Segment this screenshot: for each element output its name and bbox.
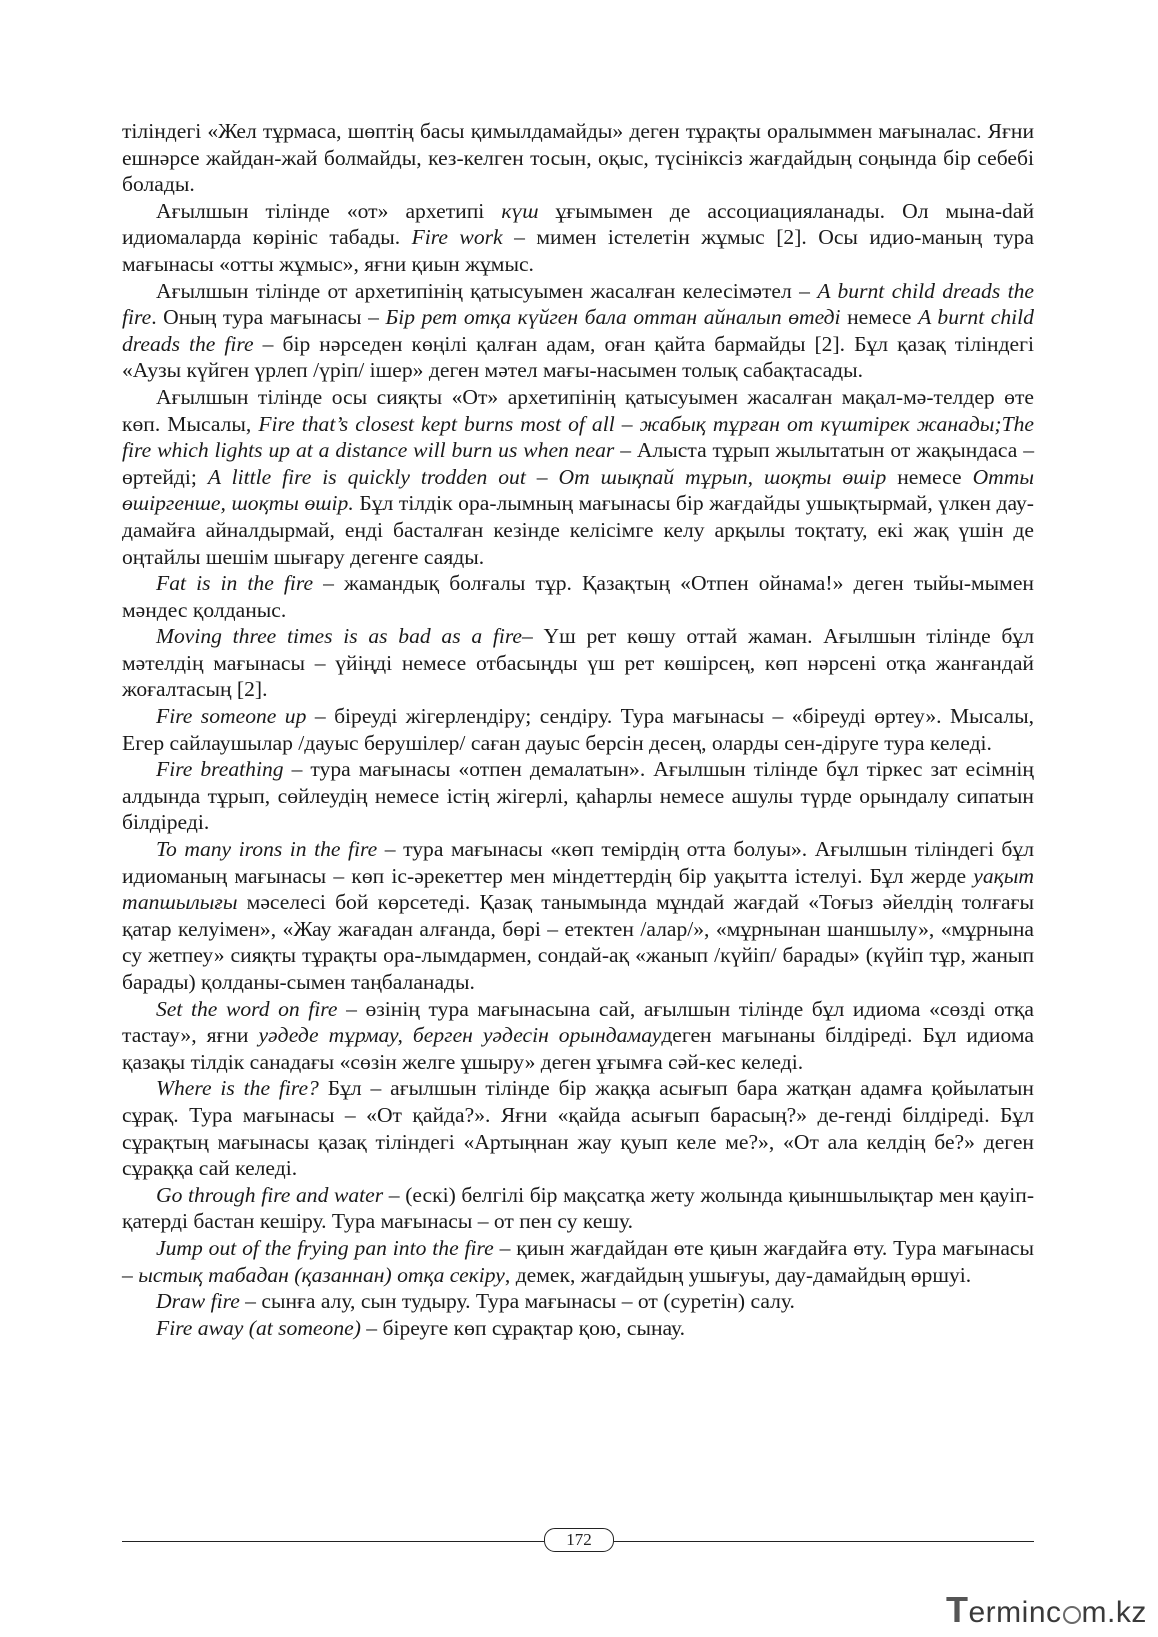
text-run: – жамандық болғалы тұр. Қазақтың «Отпен ойнама!» деген тыйы-мымен мәндес қолданыс. [122,571,1034,622]
paragraph [122,1315,1034,1342]
italic-run: Fat is in the fire [156,571,314,596]
text-run: деген мағынаны білдіреді. Бұл идиома қазақы тілдік санадағы «сөзін желге ұшыру» деген ұғымға сәй-кес келеді. [122,1023,1034,1074]
italic-run: A burnt child dreads the fire [122,278,1035,330]
text-run: ұғымымен де ассоциацияланады. Ол мына-dай идиомаларда көрініс табады. [122,198,1034,250]
text-run: – қиын жағдайдан өте қиын жағдайға өту. Тура мағынасы – [122,1235,1034,1287]
text-run: – тура мағынасы «отпен демалатын». Ағылшын тілінде бұл тіркес зат есімнің алдында тұрып, сөйлеудің немесе істің жігерлі, қаһарлы немесе ашулы түрде орындалу сипатын білдіреді. [122,757,1034,835]
italic-run: To many irons in the fire [156,837,378,862]
text-run: мәселесі бой көрсетеді. Қазақ танымында мұндай жағдай «Тоғыз әйелдің толғағы қатар келуімен», «Жау жағадан алғанда, бөрі – етектен /алар/», «мұрнынан шаншылу», «мұрнына су жетпеу» сияқты тұрақты ора-лымдармен, сондай-ақ «жанып /күйіп/ барады» (күйіп тұр, жанып барады) қолданы-сымен таңбаланады. [122,890,1034,994]
italic-run: Jump out of the frying pan into the fire [156,1235,494,1260]
text-run: – Алыста тұрып жылытатын от жақындаса – өртейді; [122,438,1034,489]
text-run: , демек, жағдайдың ушығуы, дау-дамайдың өршуі. [504,1262,972,1287]
magnifier-icon [1063,1606,1081,1624]
paragraph [122,570,1034,623]
text-run: Бұл – ағылшын тілінде бір жаққа асығып бара жатқан адамға қойылатын сұрақ. Тура мағынасы – «От қайда?». Яғни «қайда асығып барасың?» де-генді білдіреді. Бұл сұрақтың мағынасы қазақ тіліндегі «Артыңнан жау қуып келе ме?», «От ала келдің бе?» деген сұраққа сай келеді. [122,1076,1034,1181]
paragraph [122,1075,1034,1181]
paragraph [122,1235,1034,1288]
italic-run: A little fire is quickly trodden out – От шықпай тұрып, шоқты өшір [207,464,887,489]
text-run: – (ескі) белгілі бір мақсатқа жету жолында қиыншылықтар мен қауіп-қатерді бастан кешіру. Тура мағынасы – от пен су кешу. [122,1182,1035,1234]
text-run: – мимен істелетін жұмыс [2]. Осы идио-маның тура мағынасы «отты жұмыс», яғни қиын жұмыс. [122,225,1034,276]
paragraph [122,384,1034,570]
italic-run: Fire breathing [156,757,284,782]
paragraph [122,703,1034,756]
text-run: Ағылшын тілінде «от» архетипі [156,198,502,223]
italic-run: Where is the fire? [156,1076,319,1101]
italic-run: уәдеде тұрмау, берген уәдесін орындамау [258,1023,662,1048]
paragraph [122,118,1034,198]
italic-run: Fire away (at someone) [156,1315,361,1340]
text-run: – біреуге көп сұрақтар қою, сынау. [360,1315,686,1340]
italic-run: Fire that’s closest kept burns most of all – жабық тұрған от күштірек жанады;The fire which lights up at a distance will burn us when near [122,411,1034,463]
watermark-text-part1: erminc [968,1596,1062,1629]
italic-run: уақыт тапшылығы [122,863,1034,915]
text-run: – сынға алу, сын тудыру. Тура мағынасы – от (суретін) салу. [239,1289,795,1314]
italic-run: Moving three times is as bad as a fire [156,624,523,649]
text-run: – өзінің тура мағынасына сай, ағылшын тілінде бұл идиома «сөзді отқа тастау», яғни [122,996,1034,1048]
text-run: Ағылшын тілінде осы сияқты «От» архетипінің қатысуымен жасалған мақал-мә-телдер өте көп. Мысалы, [122,384,1034,436]
paragraph [122,278,1034,384]
italic-run: A burnt child dreads the fire [122,305,1034,356]
paragraph [122,996,1034,1076]
italic-run: Отты өшіргенше, шоқты өшір. [122,464,1034,516]
text-run: . Оның тура мағынасы – [151,305,386,330]
text-run: немесе [886,464,973,489]
italic-run: Go through fire and water [156,1182,384,1207]
footer-rule-right [614,1541,1034,1542]
italic-run: Set the word on fire [156,996,338,1021]
paragraph [122,836,1034,996]
italic-run: Бір рет отқа күйген бала оттан айналып өтеді [385,305,841,330]
italic-run: Fire someone up [156,704,307,729]
text-run: – бір нәрседен көңілі қалған адам, оған қайта бармайды [2]. Бұл қазақ тіліндегі «Аузы күйген үрлеп /үріп/ ішер» деген мәтел мағы-насымен толық сабақтасады. [122,331,1034,383]
page-number: 172 [544,1528,614,1552]
paragraph [122,1182,1034,1235]
italic-run: ыстық табадан (қазаннан) отқа секіру [138,1262,505,1287]
text-run: – Үш рет көшу оттай жаман. Ағылшын тілінде бұл мәтелдің мағынасы – үйіңді немесе отбасыңды үш рет көшірсең, көп нәрсені отқа жанғандай жоғалтасың [2]. [122,624,1034,702]
italic-run: Draw fire [156,1289,240,1314]
paragraph [122,1288,1034,1315]
text-run: Бұл тілдік ора-лымның мағынасы бір жағдайды ушықтырмай, үлкен дау-дамайға айналдырмай, енді басталған кезінде келісімге келу арқылы тоқтату, екі жақ үшін де оңтайлы шешім шығару дегенге саяды. [122,491,1034,569]
watermark-logo [946,1588,1150,1632]
watermark-text-part2: m.kz [1081,1596,1147,1629]
watermark-initial: T [946,1589,969,1630]
footer-rule-left [122,1541,544,1542]
paragraph [122,198,1034,278]
text-run: немесе [840,305,919,330]
paragraph [122,756,1034,836]
text-run: – тура мағынасы «көп темірдің отта болуы». Ағылшын тіліндегі бұл идиоманың мағынасы – көп іс-әрекеттер мен міндеттердің бір уақытта істелуі. Бұл жерде [122,837,1034,888]
text-run: Ағылшын тілінде от архетипінің қатысуымен жасалған келесімәтел – [156,278,818,303]
paragraph [122,623,1034,703]
text-run: тіліндегі «Жел тұрмаса, шөптің басы қимылдамайды» деген тұрақты оралыммен мағыналас. Яғни ешнәрсе жайдан-жай болмайды, кез-келген тосын, оқыс, түсініксіз жағдайдың соңында бір себебі болады. [122,119,1034,197]
body-text [122,118,1034,1341]
text-run: – біреуді жігерлендіру; сендіру. Тура мағынасы – «біреуді өртеу». Мысалы, Егер сайлаушылар /дауыс берушілер/ саған дауыс берсін десең, оларды сен-діруге тура келеді. [122,704,1034,755]
italic-run: Fire work [411,225,503,250]
italic-run: күш [501,198,539,223]
